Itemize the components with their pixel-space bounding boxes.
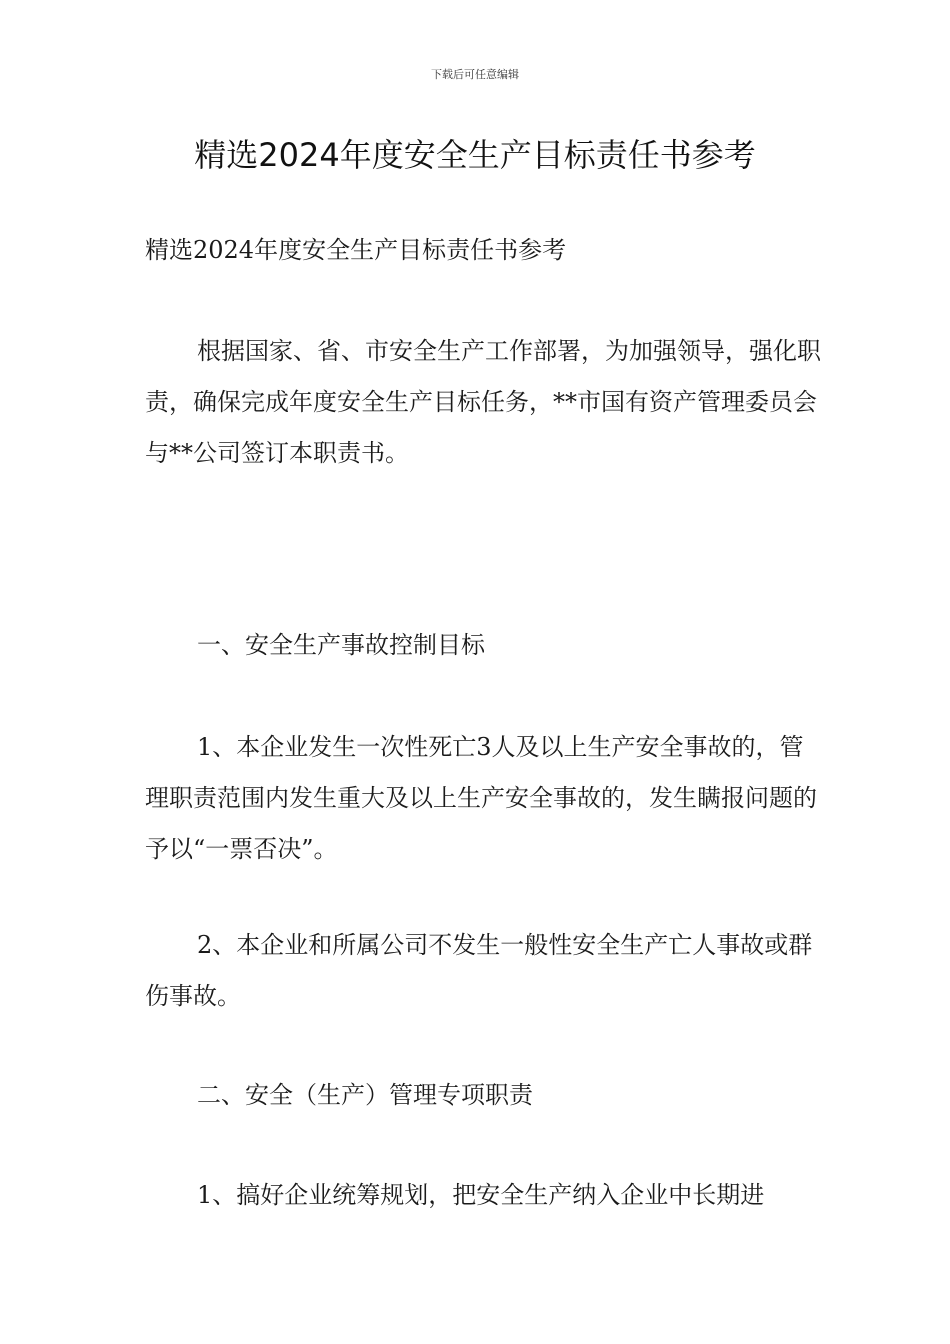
section-1-item-1: 1、本企业发生一次性死亡3人及以上生产安全事故的，管理职责范围内发生重大及以上生产安全事故的，发生瞒报问题的予以“一票否决”。 [145,733,817,863]
section-2-item-1: 1、搞好企业统筹规划，把安全生产纳入企业中长期进 [197,1181,765,1209]
section-2-heading: 二、安全（生产）管理专项职责 [197,1081,533,1109]
header-note: 下载后可任意编辑 [431,68,519,81]
document-title: 精选2024年度安全生产目标责任书参考 [194,136,756,174]
section-1-heading: 一、安全生产事故控制目标 [197,631,485,659]
intro-paragraph: 根据国家、省、市安全生产工作部署，为加强领导，强化职责，确保完成年度安全生产目标任务，**市国有资产管理委员会与**公司签订本职责书。 [145,337,821,467]
section-1-item-2: 2、本企业和所属公司不发生一般性安全生产亡人事故或群伤事故。 [145,931,813,1010]
document-subtitle: 精选2024年度安全生产目标责任书参考 [145,236,567,264]
